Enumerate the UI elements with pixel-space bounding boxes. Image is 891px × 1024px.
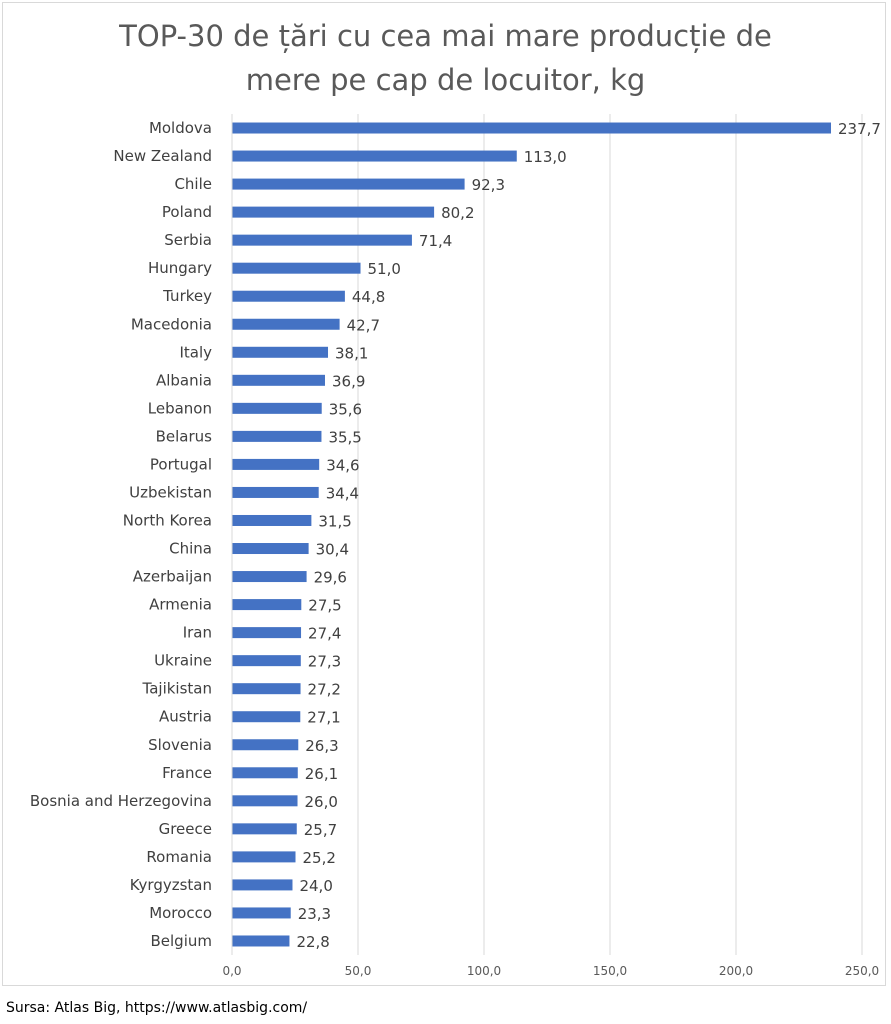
value-label: 25,7 bbox=[303, 820, 338, 839]
category-label: France bbox=[162, 763, 212, 782]
value-label: 44,8 bbox=[351, 288, 386, 307]
x-tick-label: 100,0 bbox=[466, 964, 502, 978]
bar bbox=[232, 123, 831, 134]
value-label: 27,5 bbox=[308, 596, 342, 615]
category-label: Iran bbox=[182, 623, 212, 642]
category-label: Uzbekistan bbox=[129, 483, 212, 502]
category-label: Chile bbox=[174, 175, 212, 194]
bar bbox=[232, 907, 291, 918]
category-label: Ukraine bbox=[154, 651, 212, 670]
bar bbox=[232, 711, 300, 722]
value-label: 24,0 bbox=[299, 876, 333, 895]
category-label: Italy bbox=[179, 343, 212, 362]
category-label: New Zealand bbox=[113, 147, 212, 166]
bar bbox=[232, 263, 361, 274]
category-label: Macedonia bbox=[130, 315, 212, 334]
bar bbox=[232, 487, 319, 498]
x-tick-label: 0,0 bbox=[222, 964, 242, 978]
value-label: 27,4 bbox=[308, 624, 342, 643]
value-label: 22,8 bbox=[296, 932, 330, 951]
value-label: 92,3 bbox=[471, 176, 506, 195]
value-label: 26,0 bbox=[304, 792, 338, 811]
x-tick-label: 150,0 bbox=[592, 964, 628, 978]
category-label: Hungary bbox=[147, 259, 212, 278]
bar bbox=[232, 627, 301, 638]
bar bbox=[232, 431, 321, 442]
bar bbox=[232, 767, 298, 778]
value-label: 35,5 bbox=[328, 428, 362, 447]
bar bbox=[232, 151, 517, 162]
value-label: 71,4 bbox=[418, 232, 453, 251]
bar bbox=[232, 683, 301, 694]
value-label: 29,6 bbox=[313, 568, 347, 587]
category-label: Greece bbox=[158, 819, 212, 838]
bar bbox=[232, 515, 311, 526]
value-label: 31,5 bbox=[318, 512, 352, 531]
x-tick-label: 200,0 bbox=[718, 964, 754, 978]
value-label: 26,3 bbox=[305, 736, 339, 755]
category-label: Austria bbox=[159, 707, 212, 726]
value-label: 27,2 bbox=[307, 680, 341, 699]
bar bbox=[232, 823, 297, 834]
bar bbox=[232, 375, 325, 386]
bar bbox=[232, 235, 412, 246]
bar bbox=[232, 599, 301, 610]
value-label: 35,6 bbox=[328, 400, 363, 419]
category-label: Albania bbox=[155, 371, 212, 390]
bar bbox=[232, 571, 307, 582]
value-label: 23,3 bbox=[297, 904, 332, 923]
value-label: 25,2 bbox=[302, 848, 336, 867]
bar bbox=[232, 851, 296, 862]
bar bbox=[232, 935, 289, 946]
category-label: Turkey bbox=[163, 287, 212, 306]
category-label: Moldova bbox=[148, 119, 212, 138]
category-label: Serbia bbox=[164, 231, 212, 250]
value-label: 27,1 bbox=[307, 708, 341, 727]
value-label: 36,9 bbox=[331, 372, 366, 391]
value-label: 30,4 bbox=[315, 540, 350, 559]
value-label: 27,3 bbox=[307, 652, 342, 671]
category-label: China bbox=[169, 539, 212, 558]
category-label: Tajikistan bbox=[142, 679, 212, 698]
x-tick-label: 50,0 bbox=[344, 964, 372, 978]
bar bbox=[232, 207, 434, 218]
category-label: Lebanon bbox=[147, 399, 212, 418]
x-tick-label: 250,0 bbox=[844, 964, 880, 978]
category-label: Kyrgyzstan bbox=[129, 875, 212, 894]
bar bbox=[232, 291, 345, 302]
category-label: Poland bbox=[161, 203, 212, 222]
category-label: North Korea bbox=[122, 511, 212, 530]
value-label: 237,7 bbox=[838, 120, 881, 139]
value-label: 113,0 bbox=[523, 148, 567, 167]
value-label: 26,1 bbox=[304, 764, 339, 783]
category-label: Portugal bbox=[149, 455, 212, 474]
value-label: 34,6 bbox=[326, 456, 360, 475]
chart-title-line-1: TOP-30 de țări cu cea mai mare producție de bbox=[119, 19, 772, 53]
value-label: 80,2 bbox=[441, 204, 475, 223]
bar bbox=[232, 739, 298, 750]
bar bbox=[232, 543, 309, 554]
bar bbox=[232, 319, 340, 330]
bar bbox=[232, 459, 319, 470]
bar bbox=[232, 347, 328, 358]
category-label: Romania bbox=[146, 847, 212, 866]
bar bbox=[232, 655, 301, 666]
category-label: Armenia bbox=[149, 595, 212, 614]
value-label: 34,4 bbox=[325, 484, 360, 503]
bar bbox=[232, 795, 298, 806]
category-label: Azerbaijan bbox=[132, 567, 212, 586]
category-label: Belarus bbox=[155, 427, 212, 446]
value-label: 38,1 bbox=[335, 344, 369, 363]
value-label: 42,7 bbox=[346, 316, 381, 335]
bar bbox=[232, 879, 292, 890]
category-label: Morocco bbox=[149, 903, 212, 922]
value-label: 51,0 bbox=[367, 260, 401, 279]
source-note: Sursa: Atlas Big, https://www.atlasbig.com/ bbox=[6, 1000, 308, 1016]
bar bbox=[232, 179, 465, 190]
category-label: Slovenia bbox=[148, 735, 212, 754]
chart-title-line-2: mere pe cap de locuitor, kg bbox=[245, 63, 646, 97]
category-label: Bosnia and Herzegovina bbox=[29, 791, 212, 810]
category-label: Belgium bbox=[150, 931, 212, 950]
bar bbox=[232, 403, 322, 414]
